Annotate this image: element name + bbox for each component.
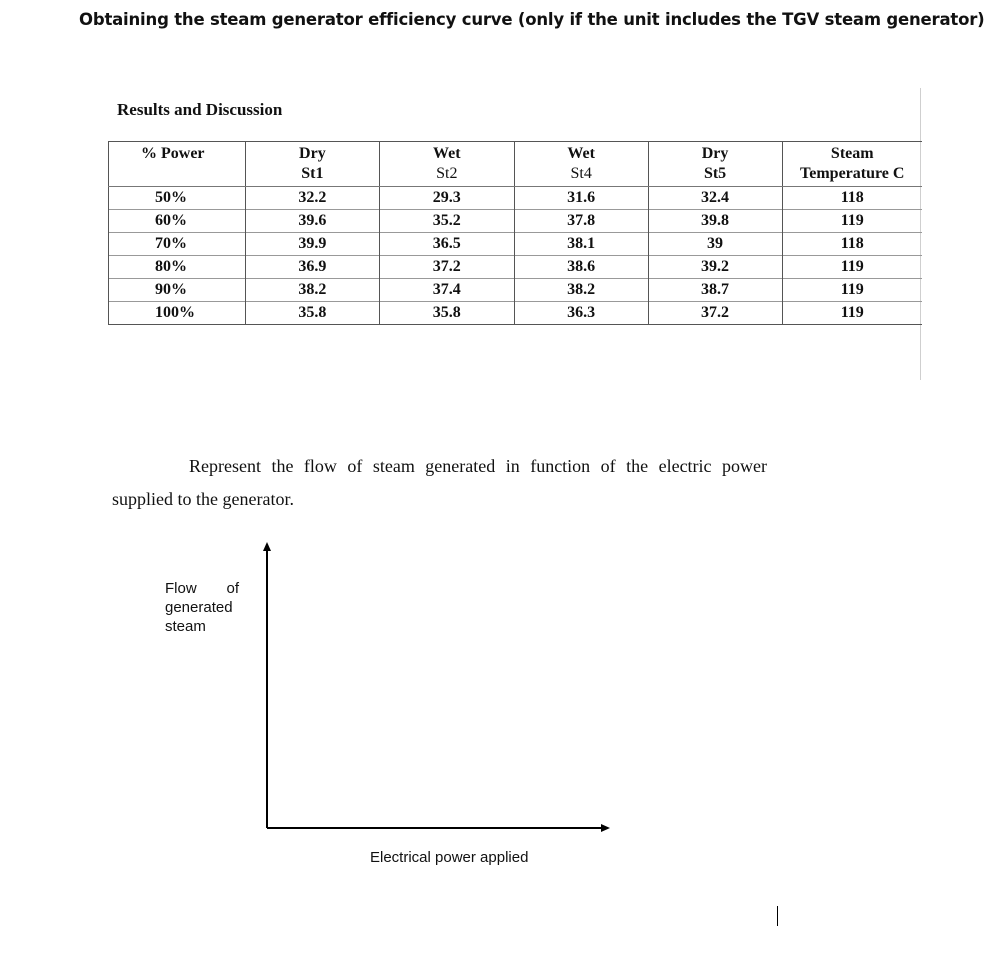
table-cell: 38.7 [648, 279, 782, 302]
table-cell: 50% [109, 187, 246, 210]
table-cell: 37.8 [514, 210, 648, 233]
header-line2: St2 [436, 165, 458, 182]
table-cell: 60% [109, 210, 246, 233]
y-axis-arrow-icon [263, 542, 271, 551]
table-cell: 119 [782, 210, 922, 233]
header-line2: Temperature C [800, 165, 905, 182]
table-cell: 80% [109, 256, 246, 279]
table-cell: 119 [782, 302, 922, 325]
x-axis-label: Electrical power applied [370, 849, 529, 866]
table-cell: 38.6 [514, 256, 648, 279]
table-cell: 119 [782, 256, 922, 279]
table-cell: 39 [648, 233, 782, 256]
table-cell: 35.8 [379, 302, 514, 325]
table-cell: 36.3 [514, 302, 648, 325]
section-heading: Results and Discussion [117, 100, 283, 119]
y-axis-label [165, 579, 245, 636]
table-cell: 118 [782, 187, 922, 210]
header-line2: St4 [570, 165, 592, 182]
header-line1: Dry [701, 145, 729, 162]
table-cell: 32.4 [648, 187, 782, 210]
instruction-line2: supplied to the generator. [112, 489, 294, 509]
table-cell: 38.2 [245, 279, 379, 302]
table-cell: 29.3 [379, 187, 514, 210]
header-line1: Dry [299, 145, 326, 162]
header-line1: Wet [433, 145, 461, 162]
table-cell: 70% [109, 233, 246, 256]
header-line2: St5 [703, 165, 727, 182]
document-title: Obtaining the steam generator efficiency curve (only if the unit includes the TGV steam generator) [79, 10, 985, 29]
table-cell: 37.4 [379, 279, 514, 302]
table-cell: 39.2 [648, 256, 782, 279]
table-cell: 38.1 [514, 233, 648, 256]
y-axis-label-line1: Flow of [165, 580, 239, 597]
x-axis-arrow-icon [601, 824, 610, 832]
header-line1: Steam [830, 145, 874, 162]
header-line1: Wet [567, 145, 595, 162]
instruction-line1: Represent the flow of steam generated in function of the electric power [189, 456, 767, 476]
table-cell: 38.2 [514, 279, 648, 302]
table-cell: 90% [109, 279, 246, 302]
header-power-label: % Power [141, 145, 205, 162]
y-axis-label-line3: steam [165, 618, 206, 635]
table-cell: 118 [782, 233, 922, 256]
table-cell: 32.2 [245, 187, 379, 210]
table-cell: 37.2 [379, 256, 514, 279]
table-cell: 31.6 [514, 187, 648, 210]
table-cell: 39.8 [648, 210, 782, 233]
table-cell: 36.9 [245, 256, 379, 279]
table-cell: 36.5 [379, 233, 514, 256]
table-cell: 100% [109, 302, 246, 325]
table-cell: 39.9 [245, 233, 379, 256]
text-cursor [777, 906, 778, 926]
y-axis-label-line2: generated [165, 599, 233, 616]
header-line2: St1 [301, 165, 324, 182]
table-cell: 119 [782, 279, 922, 302]
table-cell: 39.6 [245, 210, 379, 233]
table-cell: 35.2 [379, 210, 514, 233]
table-cell: 37.2 [648, 302, 782, 325]
table-cell: 35.8 [245, 302, 379, 325]
